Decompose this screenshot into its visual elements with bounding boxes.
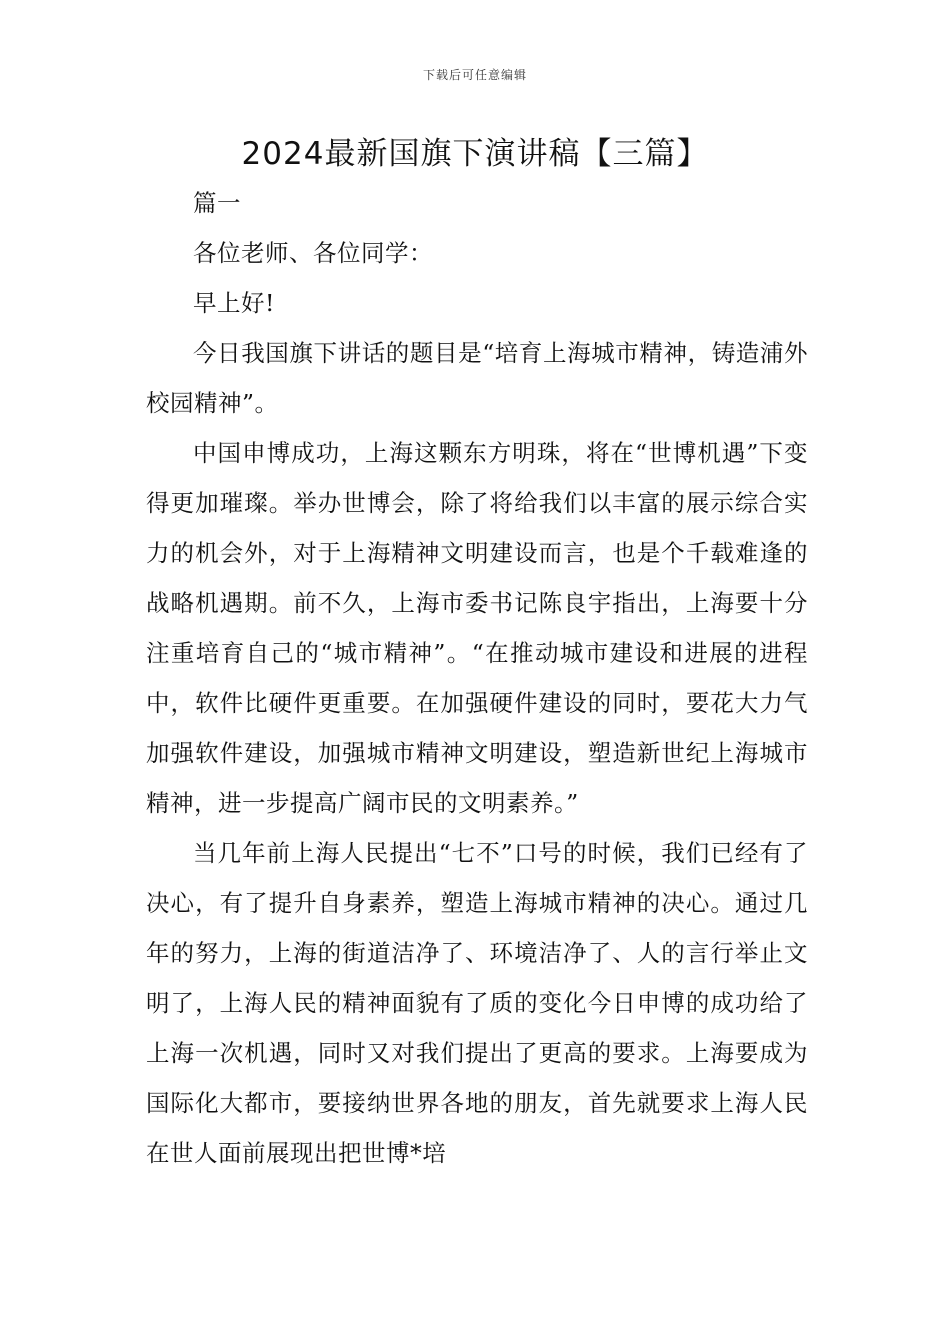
paragraph-body-1: 中国申博成功，上海这颗东方明珠，将在“世博机遇”下变得更加璀璨。举办世博会，除了将给我们以丰富的展示综合实力的机会外，对于上海精神文明建设而言，也是个千载难逢的战略机遇期。前不久，上海市委书记陈良宇指出，上海要十分注重培育自己的“城市精神”。“在推动城市建设和进展的进程中，软件比硬件更重要。在加强硬件建设的同时，要花大力气加强软件建设，加强城市精神文明建设，塑造新世纪上海城市精神，进一步提高广阔市民的文明素养。” [146, 439, 808, 817]
paragraph-salutation: 各位老师、各位同学： [193, 239, 433, 267]
paragraph-topic: 今日我国旗下讲话的题目是“培育上海城市精神，铸造浦外校园精神”。 [146, 339, 808, 417]
header-note: 下载后可任意编辑 [422, 68, 527, 82]
paragraph-greeting: 早上好! [193, 289, 275, 317]
document-title: 2024最新国旗下演讲稿【三篇】 [241, 136, 709, 172]
paragraph-body-2: 当几年前上海人民提出“七不”口号的时候，我们已经有了决心，有了提升自身素养，塑造上海城市精神的决心。通过几年的努力，上海的街道洁净了、环境洁净了、人的言行举止文明了，上海人民的精神面貌有了质的变化今日申博的成功给了上海一次机遇，同时又对我们提出了更高的要求。上海要成为国际化大都市，要接纳世界各地的朋友，首先就要求上海人民在世人面前展现出把世博*培 [146, 839, 808, 1167]
paragraph-section-label: 篇一 [193, 189, 241, 217]
document-body [146, 178, 808, 1178]
